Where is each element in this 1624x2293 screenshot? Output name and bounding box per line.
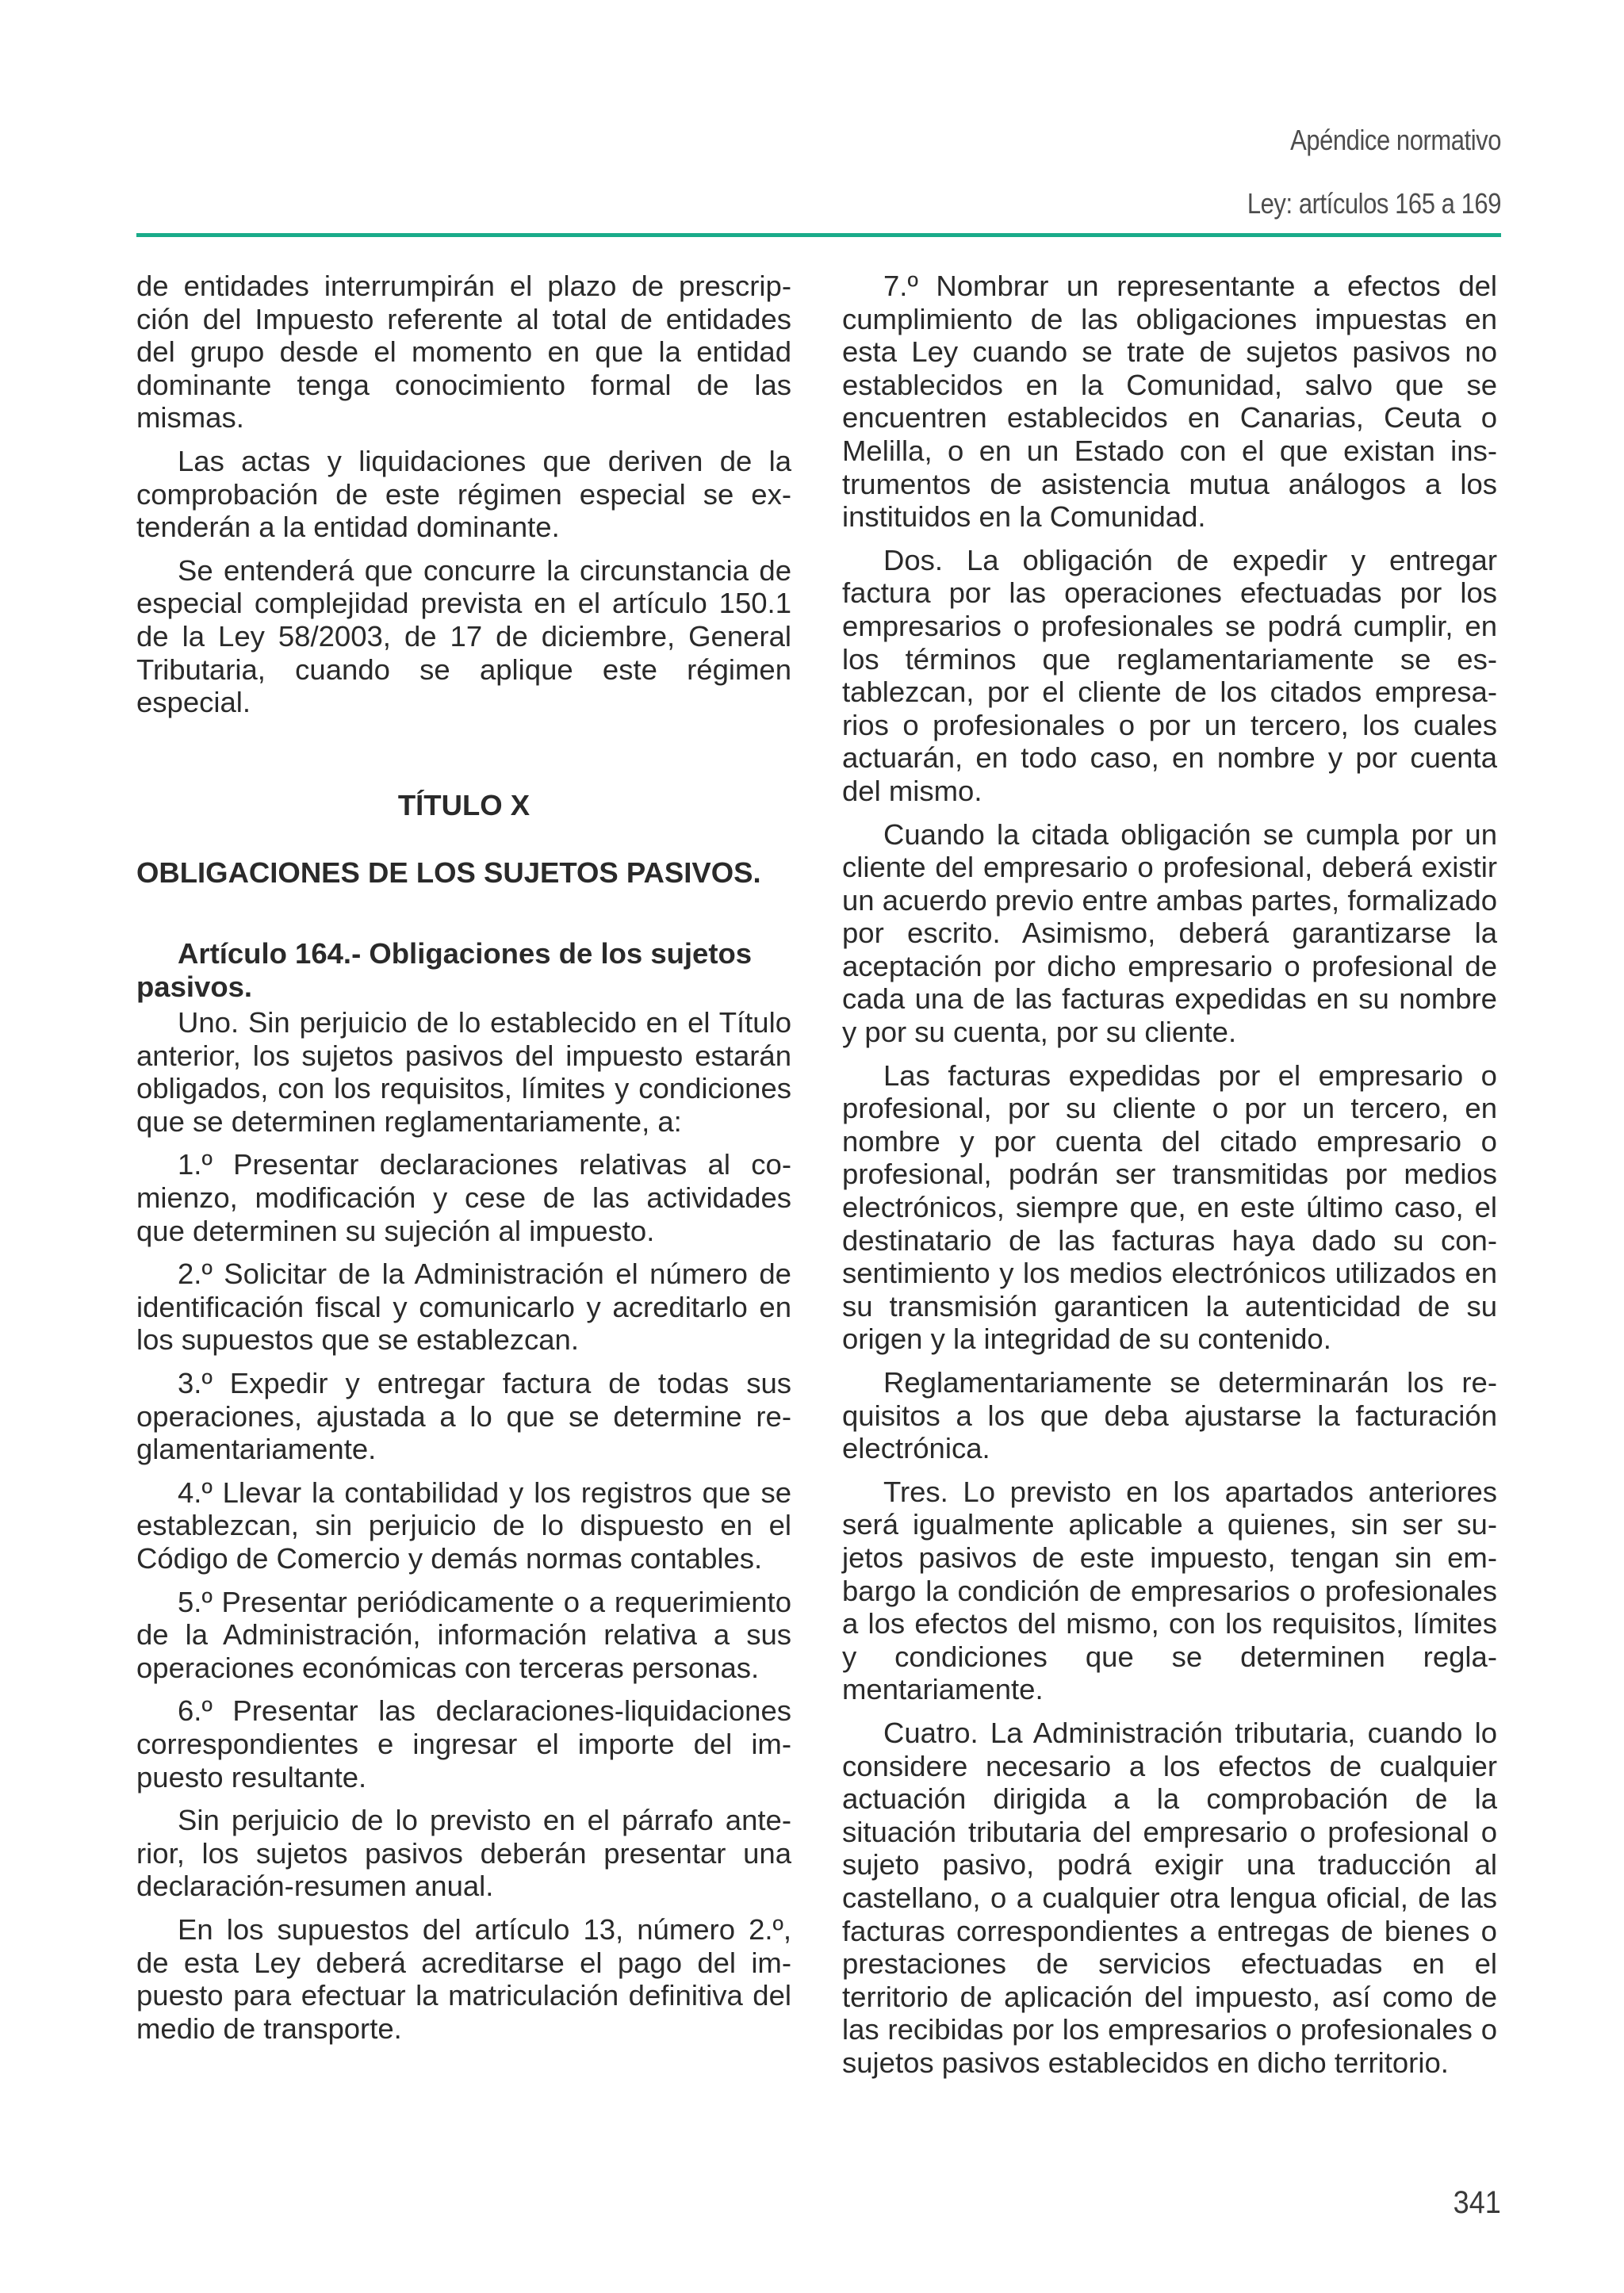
article-heading: Artículo 164.- Obligaciones de los sujetos pasivos. — [136, 936, 753, 1003]
title-heading: TÍTULO X — [397, 788, 530, 821]
header-subsection: Ley: artículos 165 a 169 — [1247, 187, 1501, 220]
paragraph: Cuando la citada obligación se cumpla por un cliente del empresario o profesional, deberá existir un acuerdo previo entre ambas partes, formalizado por escrito. Asimismo, deberá garantizarse la aceptación por dicho empresario o profesional de cada una de las facturas expedidas en su nombre y por su cuenta, por su cliente. — [842, 817, 1497, 1049]
paragraph: Las facturas expedidas por el empresario o profesional, por su cliente o por un tercero, en nombre y por cuenta del citado empresario o profesional, podrán ser transmitidas por medios electrónicos, siempre que, en este último caso, el destinatario de las facturas haya dado su consentimiento y los medios electrónicos utilizados en su transmisión garanticen la autenticidad de su origen y la integridad de su contenido. — [842, 1058, 1497, 1356]
paragraph: 2.º Solicitar de la Administración el número de identificación fiscal y comunicarlo y acreditarlo en los supuestos que se establezcan. — [136, 1258, 791, 1357]
right-column — [842, 270, 1497, 2089]
title-subheading: OBLIGACIONES DE LOS SUJETOS PASIVOS. — [136, 856, 761, 890]
paragraph: Cuatro. La Administración tributaria, cuando lo considere necesario a los efectos de cualquier actuación dirigida a la comprobación de la situación tributaria del empresario o profesional o sujeto pasivo, podrá exigir una traducción al castellano, o a cualquier otra lengua oficial, de las facturas correspondientes a entregas de bienes o prestaciones de servicios efectuadas en el territorio de aplicación del impuesto, así como de las recibidas por los empresarios o profesionales o sujetos pasivos establecidos en dicho territorio. — [842, 1716, 1497, 2079]
page-number: 341 — [1453, 2185, 1501, 2220]
paragraph: 3.º Expedir y entregar factura de todas sus operaciones, ajustada a lo que se determine reglamentariamente. — [136, 1367, 791, 1466]
paragraph: Se entenderá que concurre la circunstancia de especial complejidad prevista en el artículo 150.1 de la Ley 58/2003, de 17 de diciembre, General Tributaria, cuando se aplique este régimen especial. — [136, 553, 791, 719]
running-header — [136, 123, 1501, 221]
paragraph: 6.º Presentar las declaraciones-liquidaciones correspondientes e ingresar el importe del impuesto resultante. — [136, 1694, 791, 1793]
paragraph: Tres. Lo previsto en los apartados anteriores será igualmente aplicable a quienes, sin ser sujetos pasivos de este impuesto, tengan sin embargo la condición de empresarios o profesionales a los efectos del mismo, con los requisitos, límites y condiciones que se determinen reglamentariamente. — [842, 1475, 1497, 1706]
paragraph: En los supuestos del artículo 13, número 2.º, de esta Ley deberá acreditarse el pago del impuesto para efectuar la matriculación definitiva del medio de transporte. — [136, 1912, 791, 2045]
paragraph: Sin perjuicio de lo previsto en el párrafo anterior, los sujetos pasivos deberán presentar una declaración-resumen anual. — [136, 1804, 791, 1903]
paragraph: Dos. La obligación de expedir y entregar factura por las operaciones efectuadas por los empresarios o profesionales se podrá cumplir, en los términos que reglamentariamente se establezcan, por el cliente de los citados empresarios o profesionales o por un tercero, los cuales actuarán, en todo caso, en nombre y por cuenta del mismo. — [842, 543, 1497, 807]
paragraph: 7.º Nombrar un representante a efectos del cumplimiento de las obligaciones impuestas en esta Ley cuando se trate de sujetos pasivos no establecidos en la Comunidad, salvo que se encuentren establecidos en Canarias, Ceuta o Melilla, o en un Estado con el que existan instrumentos de asistencia mutua análogos a los instituidos en la Comunidad. — [842, 270, 1497, 534]
paragraph: 5.º Presentar periódicamente o a requerimiento de la Administración, información relativa a sus operaciones económicas con terceras personas. — [136, 1585, 791, 1684]
paragraph: 4.º Llevar la contabilidad y los registros que se establezcan, sin perjuicio de lo dispuesto en el Código de Comercio y demás normas contables. — [136, 1476, 791, 1575]
header-section: Apéndice normativo — [1290, 124, 1501, 156]
header-divider — [136, 233, 1501, 237]
paragraph: Reglamentariamente se determinarán los requisitos a los que deba ajustarse la facturación electrónica. — [842, 1366, 1497, 1465]
paragraph: de entidades interrumpirán el plazo de prescripción del Impuesto referente al total de entidades del grupo desde el momento en que la entidad dominante tenga conocimiento formal de las mismas. — [136, 270, 791, 434]
paragraph: Las actas y liquidaciones que deriven de la comprobación de este régimen especial se extenderán a la entidad dominante. — [136, 444, 791, 544]
left-column — [136, 270, 791, 2055]
paragraph: Uno. Sin perjuicio de lo establecido en el Título anterior, los sujetos pasivos del impuesto estarán obligados, con los requisitos, límites y condiciones que se determinen reglamentariamente, a: — [136, 1006, 791, 1138]
paragraph: 1.º Presentar declaraciones relativas al comienzo, modificación y cese de las actividades que determinen su sujeción al impuesto. — [136, 1148, 791, 1247]
